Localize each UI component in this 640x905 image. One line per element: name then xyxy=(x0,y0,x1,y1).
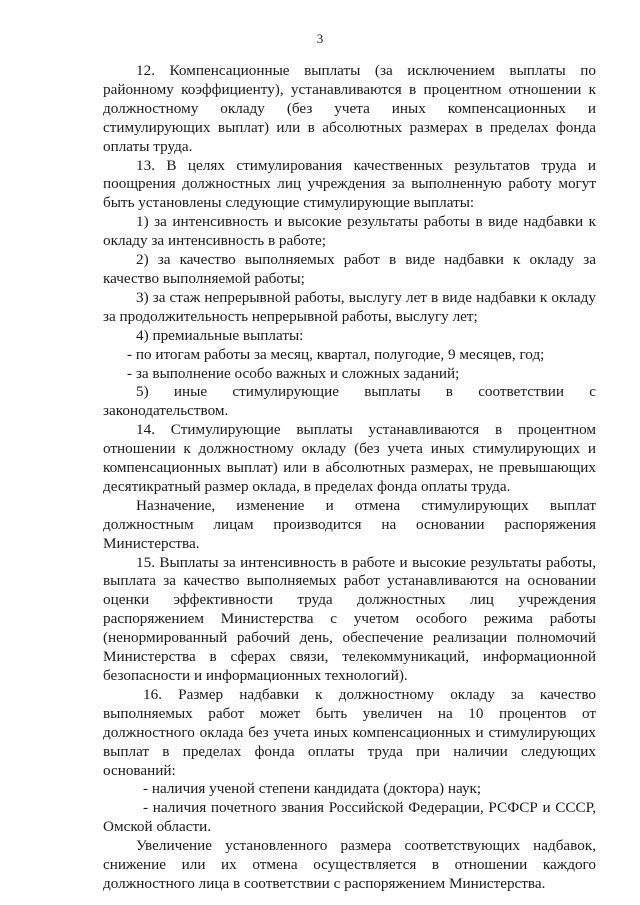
paragraph-assignment: Назначение, изменение и отмена стимулирующих выплат должностным лицам производится на основании распоряжения Министерства. xyxy=(103,496,596,552)
list-item-5: 5) иные стимулирующие выплаты в соответствии с законодательством. xyxy=(103,383,596,420)
paragraph-14: 14. Стимулирующие выплаты устанавливаются в процентном отношении к должностному окладу (без учета иных стимулирующих и компенсационных выплат) или в абсолютных размерах, не превышающих десятикратный размер оклада, в пределах фонда оплаты труда. xyxy=(103,421,596,495)
list-item-4: 4) премиальные выплаты: xyxy=(136,326,304,344)
list-item-2: 2) за качество выполняемых работ в виде надбавки к окладу за качество выполняемой работы; xyxy=(103,251,596,287)
basis-item-degree: - наличия ученой степени кандидата (доктора) наук; xyxy=(143,780,482,798)
document-body xyxy=(103,62,596,894)
basis-item-title: - наличия почетного звания Российской Федерации, РСФСР и СССР, Омской области. xyxy=(103,799,596,836)
list-item-3: 3) за стаж непрерывной работы, выслугу лет в виде надбавки к окладу за продолжительность непрерывной работы, выслугу лет; xyxy=(103,288,596,325)
sub-item-special-tasks: - за выполнение особо важных и сложных заданий; xyxy=(127,364,460,382)
paragraph-16: 16. Размер надбавки к должностному окладу за качество выполняемых работ может быть увеличен на 10 процентов от должностного оклада без учета иных компенсационных и стимулирующих выплат в пределах фонда оплаты труда при наличии следующих оснований: xyxy=(103,685,596,779)
paragraph-15: 15. Выплаты за интенсивность в работе и высокие результаты работы, выплата за качество выполняемых работ устанавливаются на основании оценки эффективности труда должностных лиц учреждения распоряжением Министерства с учетом особого режима работы (ненормированный рабочий день, обеспечение реализации полномочий Министерства в сферах связи, телекоммуникаций, информационной безопасности и информационных технологий). xyxy=(103,553,596,684)
paragraph-13: 13. В целях стимулирования качественных результатов труда и поощрения должностных лиц учреждения за выполненную работу могут быть установлены следующие стимулирующие выплаты: xyxy=(103,156,596,212)
page-number: 3 xyxy=(316,31,324,46)
paragraph-increase: Увеличение установленного размера соответствующих надбавок, снижение или их отмена осуществляется в отношении каждого должностного лица в соответствии с распоряжением Министерства. xyxy=(103,837,596,892)
paragraph-12: 12. Компенсационные выплаты (за исключением выплаты по районному коэффициенту), устанавливаются в процентном отношении к должностному окладу (без учета иных компенсационных и стимулирующих выплат) или в абсолютных размерах в пределах фонда оплаты труда. xyxy=(103,62,596,155)
list-item-1: 1) за интенсивность и высокие результаты работы в виде надбавки к окладу за интенсивность в работе; xyxy=(103,213,596,250)
sub-item-period: - по итогам работы за месяц, квартал, полугодие, 9 месяцев, год; xyxy=(127,345,545,363)
